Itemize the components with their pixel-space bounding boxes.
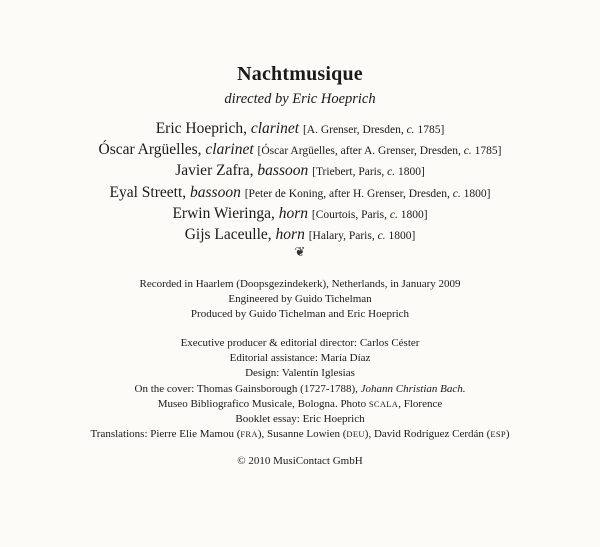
ensemble-title: Nachtmusique xyxy=(237,63,363,85)
performer-name: Gijs Laceulle, xyxy=(184,225,272,243)
instrument-provenance: [Óscar Argüelles, after A. Grenser, Dresden, c. 1785] xyxy=(257,145,502,158)
recording-credits xyxy=(0,277,600,323)
instrument-provenance: [Peter de Koning, after H. Grenser, Dresden, c. 1800] xyxy=(244,187,491,200)
performer-instrument: horn xyxy=(275,225,305,243)
design-line: Design: Valentín Iglesias xyxy=(245,367,355,380)
performer-instrument: bassoon xyxy=(190,183,241,201)
cover-line: On the cover: Thomas Gainsborough (1727-1788), Johann Christian Bach. xyxy=(134,382,466,395)
performer-name: Eyal Streett, xyxy=(109,183,187,201)
translations-line: Translations: Pierre Elie Mamou (FRA), Susanne Lowien (DEU), David Rodríguez Cerdán (ESP) xyxy=(90,428,510,441)
performer-row xyxy=(0,160,600,181)
performer-instrument: clarinet xyxy=(205,141,254,159)
instrument-provenance: [Halary, Paris, c. 1800] xyxy=(308,229,416,242)
recorded-line: Recorded in Haarlem (Doopsgezindekerk), Netherlands, in January 2009 xyxy=(139,278,461,290)
performer-name: Javier Zafra, xyxy=(175,162,254,180)
produced-line: Produced by Guido Tichelman and Eric Hoeprich xyxy=(190,308,410,321)
performer-row xyxy=(0,224,600,245)
fleuron-ornament-icon: ❦ xyxy=(294,244,306,259)
performer-instrument: horn xyxy=(278,204,309,222)
executive-producer-line: Executive producer & editorial director: Carlos Céster xyxy=(180,337,420,349)
performer-row xyxy=(0,139,600,160)
museum-line: Museo Bibliografico Musicale, Bologna. Photo SCALA, Florence xyxy=(157,397,443,410)
performer-row xyxy=(0,203,600,224)
performer-name: Óscar Argüelles, xyxy=(98,141,202,159)
editorial-assistance-line: Editorial assistance: María Díaz xyxy=(229,352,371,365)
instrument-provenance: [A. Grenser, Dresden, c. 1785] xyxy=(302,124,445,136)
production-credits xyxy=(0,336,600,442)
instrument-provenance: [Triebert, Paris, c. 1800] xyxy=(312,166,425,179)
engineered-line: Engineered by Guido Tichelman xyxy=(228,293,372,306)
performer-name: Erwin Wieringa, xyxy=(172,204,275,222)
performer-instrument: bassoon xyxy=(257,162,309,180)
performer-name: Eric Hoeprich, xyxy=(155,120,247,137)
copyright-line: © 2010 MusiContact GmbH xyxy=(237,455,363,467)
performer-row xyxy=(0,182,600,203)
booklet-essay-line: Booklet essay: Eric Hoeprich xyxy=(235,412,365,425)
performer-list xyxy=(0,118,600,245)
instrument-provenance: [Courtois, Paris, c. 1800] xyxy=(311,208,428,221)
performer-row xyxy=(0,118,600,139)
performer-instrument: clarinet xyxy=(250,120,300,137)
director-line: directed by Eric Hoeprich xyxy=(224,91,376,107)
